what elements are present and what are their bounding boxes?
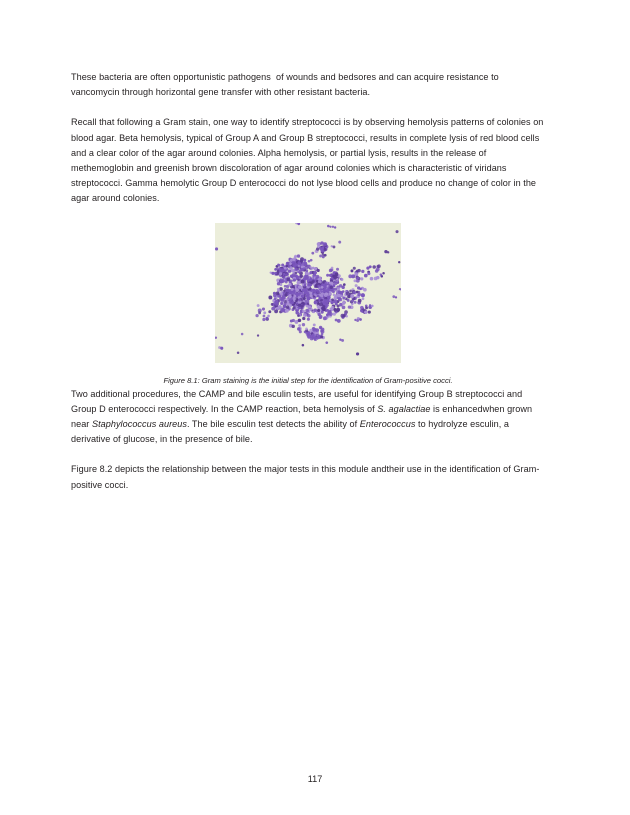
gram-stain-micrograph bbox=[215, 223, 401, 363]
figure-8-1 bbox=[71, 223, 545, 387]
text-run: These bacteria are often opportunistic pathogens of wounds and bedsores and can acquire resistance to vancomycin through horizontal gene transfer with other resistant bacteria. bbox=[71, 72, 502, 98]
text-run: Two additional procedures, the CAMP and bile esculin tests, are useful for identifying Group B streptococci and Group D enterococci respectively. In the CAMP reaction, beta hemolysis of bbox=[71, 388, 525, 414]
text-run: is enhancedwhen grown near bbox=[71, 403, 535, 430]
figure-caption: Figure 8.1: Gram staining is the initial step for the identification of Gram-positive cocci. bbox=[163, 375, 453, 385]
text-run: to hydrolyze esculin, a derivative of glucose, in the presence of bile. bbox=[71, 419, 512, 445]
document-body bbox=[71, 70, 545, 493]
page-number: 117 bbox=[307, 774, 323, 784]
paragraph-2 bbox=[71, 115, 545, 206]
species-name: Staphylococcus aureus bbox=[91, 419, 187, 430]
species-name: S. agalactiae bbox=[377, 403, 431, 414]
species-name: Enterococcus bbox=[359, 419, 416, 430]
paragraph-1 bbox=[71, 70, 545, 100]
text-run: . The bile esculin test detects the ability of bbox=[186, 419, 360, 430]
text-run: Recall that following a Gram stain, one way to identify streptococci is by observing hemolysis patterns of colonies on blood agar. Beta hemolysis, typical of Group A and Group B streptococci, results in complete lysis of red blood cells and a clear color of the agar around colonies. Alpha hemolysis, or partial lysis, results in the release of methemoglobin and greenish brown discoloration of agar around colonies which is characteristic of viridans streptococci. Gamma hemolytic Group D enterococci do not lyse blood cells and produce no change of color in the agar around colonies. bbox=[71, 117, 546, 204]
micrograph-image bbox=[215, 223, 401, 363]
paragraph-3 bbox=[71, 387, 545, 448]
paragraph-4 bbox=[71, 462, 545, 492]
text-run: Figure 8.2 depicts the relationship between the major tests in this module andtheir use in the identification of Gram-positive cocci. bbox=[71, 464, 540, 490]
